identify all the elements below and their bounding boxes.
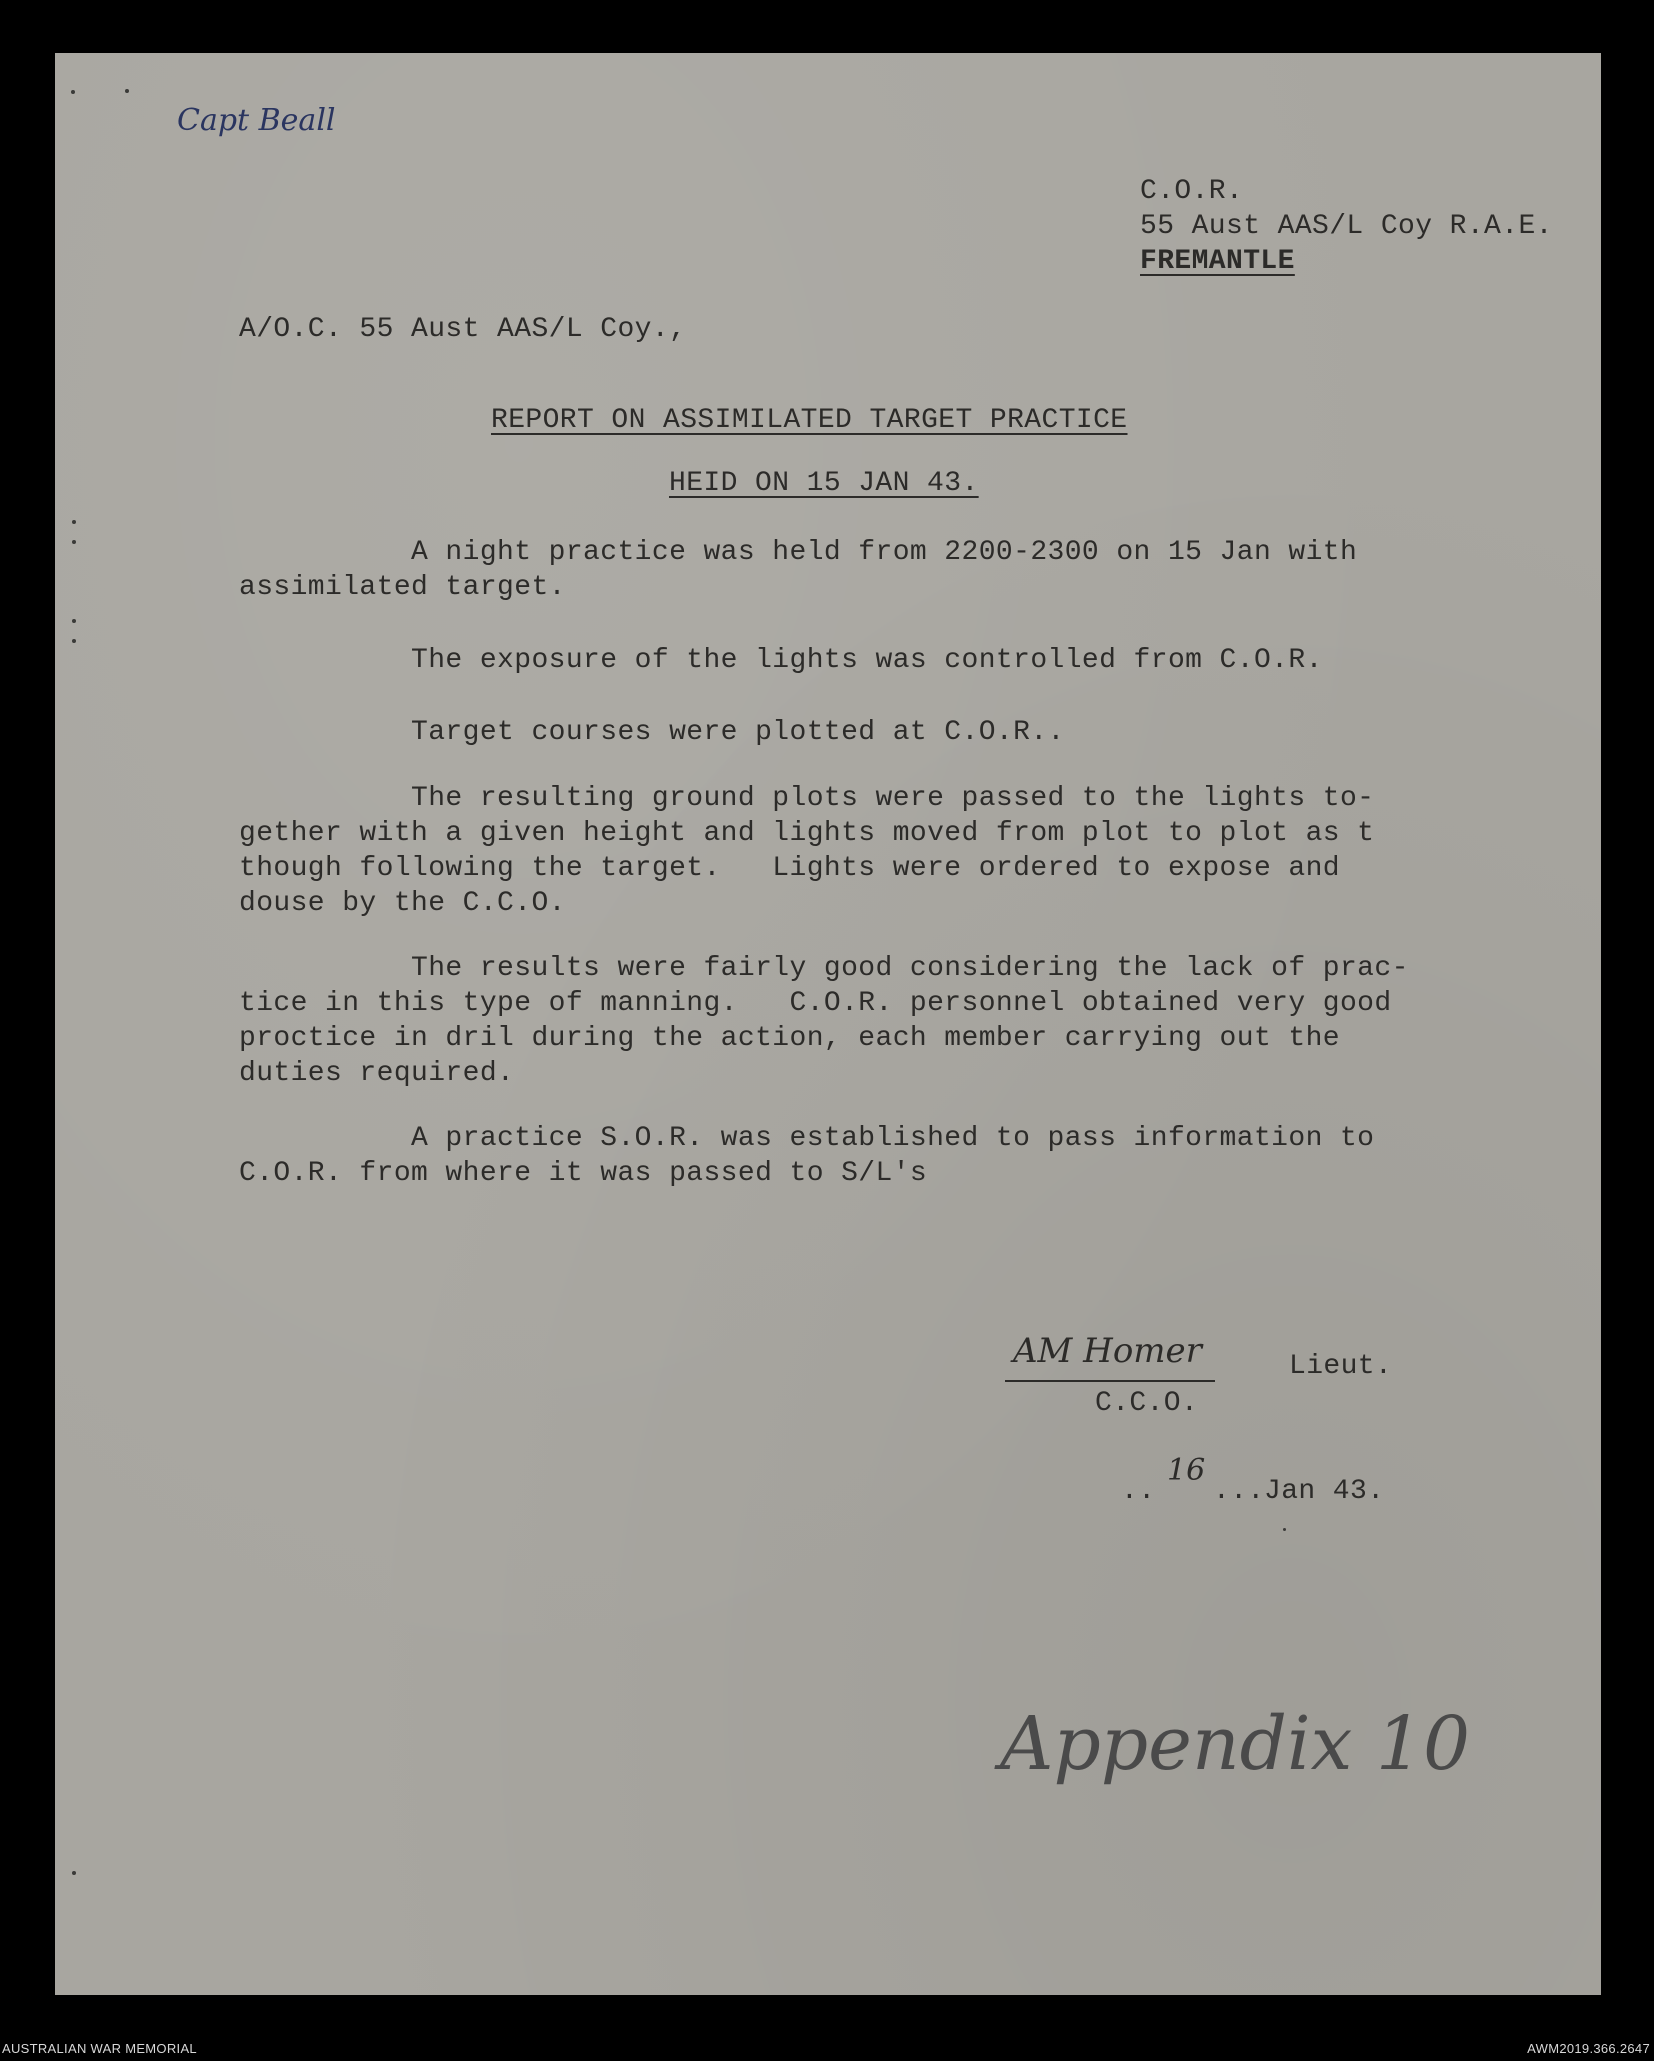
paragraph-4-line-4: douse by the C.C.O. (239, 888, 566, 919)
paragraph-6-line-1: A practice S.O.R. was established to pass information to (239, 1123, 1375, 1154)
report-subtitle: HEID ON 15 JAN 43. (669, 468, 979, 499)
handwritten-date-day: 16 (1167, 1453, 1206, 1488)
paragraph-4-line-1: The resulting ground plots were passed to the lights to- (239, 783, 1375, 814)
handwritten-appendix-note: Appendix 10 (1000, 1701, 1471, 1787)
edge-speck (71, 90, 75, 94)
paragraph-4-line-3: though following the target. Lights were ordered to expose and (239, 853, 1340, 884)
sender-line-3: FREMANTLE (1140, 246, 1295, 277)
paragraph-1-line-1: A night practice was held from 2200-2300 on 15 Jan with (239, 537, 1358, 568)
date-dots-left: .. (1121, 1476, 1156, 1507)
date-text: Jan 43. (1264, 1476, 1385, 1507)
paragraph-2-line-1: The exposure of the lights was controlled from C.O.R. (239, 645, 1323, 676)
paragraph-3-line-1: Target courses were plotted at C.O.R.. (239, 717, 1065, 748)
document-page (55, 53, 1601, 1995)
signature-rank: Lieut. (1289, 1351, 1393, 1382)
handwritten-signature: AM Homer (1013, 1331, 1202, 1371)
edge-speck (125, 89, 129, 93)
edge-speck (72, 520, 76, 524)
paragraph-5-line-1: The results were fairly good considering the lack of prac- (239, 953, 1409, 984)
addressee: A/O.C. 55 Aust AAS/L Coy., (239, 314, 687, 345)
paragraph-4-line-2: gether with a given height and lights moved from plot to plot as t (239, 818, 1375, 849)
date-dots-right: ... (1213, 1476, 1265, 1507)
footer-archive-name: AUSTRALIAN WAR MEMORIAL (2, 2041, 197, 2056)
handwritten-note-top: Capt Beall (177, 103, 336, 138)
paragraph-5-line-3: proctice in dril during the action, each member carrying out the (239, 1023, 1340, 1054)
signature-role: C.C.O. (1095, 1388, 1199, 1419)
paragraph-5-line-4: duties required. (239, 1058, 515, 1089)
paragraph-5-line-2: tice in this type of manning. C.O.R. personnel obtained very good (239, 988, 1392, 1019)
paragraph-1-line-2: assimilated target. (239, 572, 566, 603)
date-speck (1283, 1528, 1286, 1531)
sender-line-1: C.O.R. (1140, 176, 1244, 207)
paragraph-6-line-2: C.O.R. from where it was passed to S/L's (239, 1158, 928, 1189)
signature-line (1005, 1380, 1215, 1382)
sender-line-2: 55 Aust AAS/L Coy R.A.E. (1140, 211, 1553, 242)
footer-archive-id: AWM2019.366.2647 (1527, 2041, 1650, 2056)
edge-speck (72, 619, 76, 623)
edge-speck (72, 639, 76, 643)
edge-speck (72, 540, 76, 544)
report-title: REPORT ON ASSIMILATED TARGET PRACTICE (491, 405, 1128, 436)
edge-speck (72, 1871, 76, 1875)
